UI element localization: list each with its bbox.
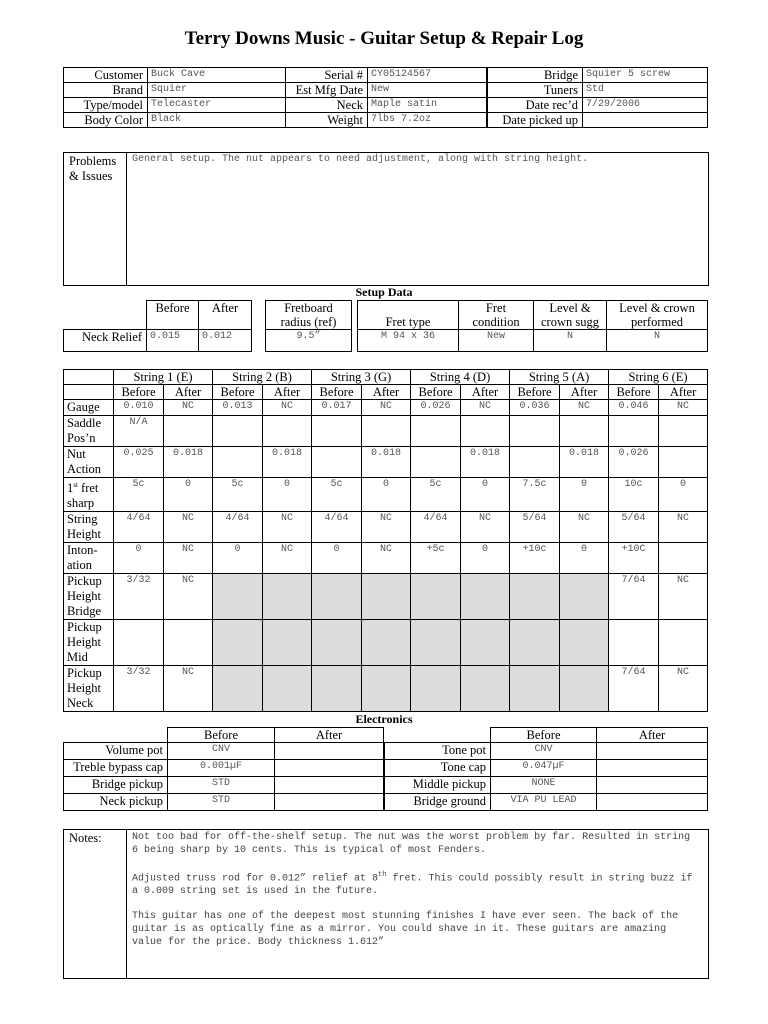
string-header-2: String 2 (B) (213, 370, 312, 385)
table-cell[interactable]: NC (659, 400, 708, 416)
string-header-3: String 3 (G) (312, 370, 411, 385)
table-cell[interactable] (411, 620, 461, 666)
string-header-6: String 6 (E) (609, 370, 708, 385)
table-cell[interactable]: 0.018 (560, 447, 609, 478)
table-row (64, 478, 708, 512)
notes-label: Notes: (69, 831, 102, 845)
table-cell[interactable]: NC (164, 512, 213, 543)
table-cell[interactable] (510, 666, 560, 712)
row-label-1st-fret-sharp: 1st fret sharp (64, 478, 114, 512)
string-1-before-header: Before (114, 385, 164, 400)
table-cell[interactable]: NC (164, 574, 213, 620)
table-cell[interactable] (362, 416, 411, 447)
string-1-after-header: After (164, 385, 213, 400)
string-header-5: String 5 (A) (510, 370, 609, 385)
electronics-label: Volume pot (64, 743, 168, 760)
strings-corner-2 (64, 385, 114, 400)
table-cell[interactable]: NC (362, 400, 411, 416)
electronics-after[interactable] (275, 760, 384, 777)
notes-p2-superscript: th (378, 871, 387, 879)
electronics-after[interactable] (275, 743, 384, 760)
table-cell[interactable]: 0.018 (461, 447, 510, 478)
table-cell[interactable] (263, 620, 312, 666)
page-title: Terry Downs Music - Guitar Setup & Repair Log (184, 28, 584, 49)
table-cell[interactable]: 5c (411, 478, 461, 512)
electronics-label: Bridge ground (385, 794, 491, 811)
fret-table (357, 300, 708, 352)
fret-condition-label: Fret condition (459, 301, 534, 330)
table-row (64, 620, 708, 666)
table-cell[interactable]: 0 (263, 478, 312, 512)
table-cell[interactable]: +5c (411, 543, 461, 574)
fret-type-label: Fret type (358, 301, 459, 330)
table-cell[interactable]: 7.5c (510, 478, 560, 512)
electronics-before[interactable]: STD (168, 794, 275, 811)
table-row (64, 543, 708, 574)
table-cell[interactable]: +10c (510, 543, 560, 574)
strings-corner (64, 370, 114, 385)
date-picked-up-label: Date picked up (488, 113, 583, 128)
table-cell[interactable]: 5/64 (510, 512, 560, 543)
string-3-before-header: Before (312, 385, 362, 400)
table-cell[interactable] (659, 416, 708, 447)
electronics-after[interactable] (275, 777, 384, 794)
row-label: Gauge (64, 400, 114, 416)
table-row (64, 512, 708, 543)
table-cell[interactable]: NC (263, 512, 312, 543)
table-cell[interactable]: 10c (609, 478, 659, 512)
notes-box (63, 829, 709, 979)
table-cell[interactable]: NC (560, 400, 609, 416)
elec-right-before-header: Before (491, 728, 597, 743)
tuners-label: Tuners (488, 83, 583, 98)
table-cell[interactable] (362, 574, 411, 620)
table-cell[interactable] (312, 666, 362, 712)
electronics-row (64, 777, 384, 794)
table-cell[interactable]: 0.018 (362, 447, 411, 478)
header-table-left (63, 67, 286, 128)
string-header-4: String 4 (D) (411, 370, 510, 385)
table-cell[interactable]: 7/64 (609, 666, 659, 712)
bridge-label: Bridge (488, 68, 583, 83)
table-cell[interactable] (362, 620, 411, 666)
neck-value[interactable]: Maple satin (368, 98, 487, 113)
neck-relief-table (63, 300, 252, 352)
table-cell[interactable] (560, 416, 609, 447)
est-mfg-date-label: Est Mfg Date (286, 83, 368, 98)
setup-data-title: Setup Data (355, 285, 413, 299)
table-cell[interactable] (213, 416, 263, 447)
electronics-title: Electronics (355, 712, 413, 726)
elec-left-after-header: After (275, 728, 384, 743)
table-cell[interactable] (560, 666, 609, 712)
table-cell[interactable] (164, 416, 213, 447)
table-cell[interactable]: 0.018 (164, 447, 213, 478)
table-cell[interactable]: +10C (609, 543, 659, 574)
table-row (64, 400, 708, 416)
table-cell[interactable] (461, 416, 510, 447)
table-cell[interactable]: 0.010 (114, 400, 164, 416)
table-cell[interactable]: NC (164, 666, 213, 712)
table-cell[interactable]: 3/32 (114, 666, 164, 712)
table-cell[interactable]: NC (263, 543, 312, 574)
est-mfg-date-value[interactable]: New (368, 83, 487, 98)
table-cell[interactable] (263, 574, 312, 620)
tuners-value[interactable]: Std (583, 83, 708, 98)
table-cell[interactable]: 4/64 (411, 512, 461, 543)
neck-relief-blank (64, 301, 147, 330)
table-cell[interactable]: 5c (213, 478, 263, 512)
table-cell[interactable] (560, 620, 609, 666)
electronics-row (385, 760, 708, 777)
table-cell[interactable]: 4/64 (213, 512, 263, 543)
table-cell[interactable]: 0 (114, 543, 164, 574)
elec-right-blank (385, 728, 491, 743)
table-cell[interactable]: 0.036 (510, 400, 560, 416)
electronics-after[interactable] (597, 743, 708, 760)
fretboard-radius-table (265, 300, 352, 352)
table-cell[interactable] (659, 543, 708, 574)
neck-relief-before[interactable]: 0.015 (147, 330, 199, 352)
electronics-row (385, 777, 708, 794)
table-cell[interactable]: 0 (213, 543, 263, 574)
strings-header-row (64, 370, 708, 385)
table-cell[interactable]: 0.018 (263, 447, 312, 478)
table-cell[interactable]: 0.025 (114, 447, 164, 478)
table-cell[interactable] (213, 620, 263, 666)
date-recd-value[interactable]: 7/29/2006 (583, 98, 708, 113)
string-3-after-header: After (362, 385, 411, 400)
row-label: Saddle Pos’n (64, 416, 114, 447)
row-label: Pickup Height Mid (64, 620, 114, 666)
fret-condition-value[interactable]: New (459, 330, 534, 352)
table-cell[interactable] (213, 666, 263, 712)
table-cell[interactable]: 3/32 (114, 574, 164, 620)
string-header-1: String 1 (E) (114, 370, 213, 385)
neck-relief-after[interactable]: 0.012 (199, 330, 252, 352)
serial-label: Serial # (286, 68, 368, 83)
notes-paragraph-1: Not too bad for off-the-shelf setup. The nut was the worst problem by far. Resulted in string 6 being sharp by 10 cents. This is typical of most Fenders. (132, 832, 691, 856)
table-cell[interactable]: NC (461, 512, 510, 543)
body-color-label: Body Color (64, 113, 148, 128)
table-cell[interactable]: NC (164, 543, 213, 574)
table-cell[interactable] (263, 666, 312, 712)
problems-text[interactable]: General setup. The nut appears to need adjustment, along with string height. (132, 154, 589, 165)
neck-label: Neck (286, 98, 368, 113)
table-cell[interactable] (263, 416, 312, 447)
row-label: Inton-ation (64, 543, 114, 574)
table-cell[interactable]: 0.026 (411, 400, 461, 416)
string-6-before-header: Before (609, 385, 659, 400)
electronics-before[interactable]: NONE (491, 777, 597, 794)
brand-label: Brand (64, 83, 148, 98)
notes-divider (126, 830, 127, 978)
string-5-after-header: After (560, 385, 609, 400)
header-table-mid (285, 67, 487, 128)
table-cell[interactable] (659, 447, 708, 478)
table-cell[interactable]: N/A (114, 416, 164, 447)
table-cell[interactable] (411, 574, 461, 620)
table-cell[interactable] (461, 574, 510, 620)
electronics-row (385, 794, 708, 811)
table-cell[interactable] (461, 666, 510, 712)
table-cell[interactable]: NC (461, 400, 510, 416)
serial-value[interactable]: CY05124567 (368, 68, 487, 83)
electronics-before[interactable]: 0.047µF (491, 760, 597, 777)
table-cell[interactable] (659, 620, 708, 666)
table-cell[interactable]: NC (560, 512, 609, 543)
table-row (64, 666, 708, 712)
level-crown-perf-label: Level & crown performed (607, 301, 708, 330)
table-cell[interactable]: 4/64 (114, 512, 164, 543)
notes-paragraph-2 (132, 869, 702, 898)
table-cell[interactable] (312, 620, 362, 666)
table-cell[interactable]: NC (659, 666, 708, 712)
electronics-after[interactable] (597, 777, 708, 794)
table-cell[interactable] (510, 620, 560, 666)
notes-p2-part-a: Adjusted truss rod for 0.012” relief at 8 (132, 873, 379, 885)
date-picked-up-value[interactable] (583, 113, 708, 128)
table-cell[interactable]: 0.013 (213, 400, 263, 416)
string-5-before-header: Before (510, 385, 560, 400)
problems-divider (126, 153, 127, 285)
customer-label: Customer (64, 68, 148, 83)
electronics-before[interactable]: STD (168, 777, 275, 794)
level-crown-sugg-value[interactable]: N (534, 330, 607, 352)
table-cell[interactable]: 0.017 (312, 400, 362, 416)
electronics-left-table (63, 727, 384, 811)
table-cell[interactable] (312, 574, 362, 620)
neck-relief-before-header: Before (147, 301, 199, 330)
row-label: Pickup Height Neck (64, 666, 114, 712)
electronics-before[interactable]: CNV (491, 743, 597, 760)
notes-paragraph-3: This guitar has one of the deepest most stunning finishes I have ever seen. The back of the guitar is as optically fine as a mirror. You could shave in it. These guitars are amazing value for the price. Body thickness 1.612” (132, 911, 679, 949)
table-cell[interactable]: 0.026 (609, 447, 659, 478)
table-cell[interactable] (560, 574, 609, 620)
table-cell[interactable] (411, 447, 461, 478)
table-cell[interactable] (411, 416, 461, 447)
table-cell[interactable] (609, 416, 659, 447)
brand-value[interactable]: Squier (148, 83, 286, 98)
electronics-label: Bridge pickup (64, 777, 168, 794)
strings-table (63, 369, 708, 712)
notes-text[interactable] (132, 831, 702, 961)
electronics-label: Neck pickup (64, 794, 168, 811)
electronics-row (64, 794, 384, 811)
string-6-after-header: After (659, 385, 708, 400)
table-cell[interactable] (213, 574, 263, 620)
table-cell[interactable]: NC (659, 574, 708, 620)
table-cell[interactable]: NC (362, 512, 411, 543)
table-cell[interactable] (312, 416, 362, 447)
electronics-label: Middle pickup (385, 777, 491, 794)
table-cell[interactable]: 4/64 (312, 512, 362, 543)
electronics-row (385, 743, 708, 760)
string-4-after-header: After (461, 385, 510, 400)
table-cell[interactable] (164, 620, 213, 666)
table-cell[interactable]: 0 (461, 543, 510, 574)
table-cell[interactable]: 0 (164, 478, 213, 512)
elec-left-before-header: Before (168, 728, 275, 743)
electronics-before[interactable]: VIA PU LEAD (491, 794, 597, 811)
fretboard-radius-value[interactable]: 9.5” (266, 330, 352, 352)
weight-label: Weight (286, 113, 368, 128)
table-cell[interactable]: 0 (461, 478, 510, 512)
table-cell[interactable]: 5c (312, 478, 362, 512)
table-row (64, 416, 708, 447)
electronics-before[interactable]: 0.001µF (168, 760, 275, 777)
weight-value[interactable]: 7lbs 7.2oz (368, 113, 487, 128)
electronics-label: Tone cap (385, 760, 491, 777)
row-label: Pickup Height Bridge (64, 574, 114, 620)
level-crown-perf-value[interactable]: N (607, 330, 708, 352)
table-row (64, 447, 708, 478)
table-row (64, 574, 708, 620)
string-2-after-header: After (263, 385, 312, 400)
table-cell[interactable] (312, 447, 362, 478)
table-cell[interactable] (362, 666, 411, 712)
notes-p2-part-b: fret. This could possibly result in string buzz if a 0.009 string set is used in the future. (132, 873, 693, 898)
table-cell[interactable] (510, 416, 560, 447)
table-cell[interactable]: NC (362, 543, 411, 574)
problems-box (63, 152, 709, 286)
electronics-after[interactable] (597, 760, 708, 777)
fretboard-radius-label: Fretboard radius (ref) (266, 301, 352, 330)
neck-relief-after-header: After (199, 301, 252, 330)
table-cell[interactable]: NC (164, 400, 213, 416)
date-recd-label: Date rec’d (488, 98, 583, 113)
problems-label: Problems & Issues (69, 154, 117, 183)
electronics-after[interactable] (597, 794, 708, 811)
table-cell[interactable]: 5c (114, 478, 164, 512)
table-cell[interactable]: 0 (560, 543, 609, 574)
elec-right-after-header: After (597, 728, 708, 743)
table-cell[interactable] (213, 447, 263, 478)
table-cell[interactable]: 7/64 (609, 574, 659, 620)
table-cell[interactable] (510, 574, 560, 620)
table-cell[interactable]: NC (659, 512, 708, 543)
fret-type-value[interactable]: M 94 x 36 (358, 330, 459, 352)
row-label: Nut Action (64, 447, 114, 478)
table-cell[interactable]: 0 (560, 478, 609, 512)
elec-left-blank (64, 728, 168, 743)
electronics-right-table (384, 727, 708, 811)
string-4-before-header: Before (411, 385, 461, 400)
strings-subheader-row (64, 385, 708, 400)
table-cell[interactable]: 0.046 (609, 400, 659, 416)
string-2-before-header: Before (213, 385, 263, 400)
row-label: String Height (64, 512, 114, 543)
type-model-label: Type/model (64, 98, 148, 113)
electronics-row (64, 760, 384, 777)
electronics-label: Treble bypass cap (64, 760, 168, 777)
table-cell[interactable] (411, 666, 461, 712)
table-cell[interactable]: 0 (312, 543, 362, 574)
level-crown-sugg-label: Level & crown sugg (534, 301, 607, 330)
table-cell[interactable] (609, 620, 659, 666)
type-model-value[interactable]: Telecaster (148, 98, 286, 113)
electronics-after[interactable] (275, 794, 384, 811)
customer-value[interactable]: Buck Cave (148, 68, 286, 83)
electronics-row (64, 743, 384, 760)
body-color-value[interactable]: Black (148, 113, 286, 128)
header-table-right (487, 67, 708, 128)
bridge-value[interactable]: Squier 5 screw (583, 68, 708, 83)
table-cell[interactable]: NC (263, 400, 312, 416)
electronics-before[interactable]: CNV (168, 743, 275, 760)
electronics-label: Tone pot (385, 743, 491, 760)
table-cell[interactable] (114, 620, 164, 666)
table-cell[interactable]: 0 (362, 478, 411, 512)
neck-relief-label: Neck Relief (64, 330, 147, 352)
table-cell[interactable] (510, 447, 560, 478)
table-cell[interactable]: 0 (659, 478, 708, 512)
table-cell[interactable] (461, 620, 510, 666)
table-cell[interactable]: 5/64 (609, 512, 659, 543)
